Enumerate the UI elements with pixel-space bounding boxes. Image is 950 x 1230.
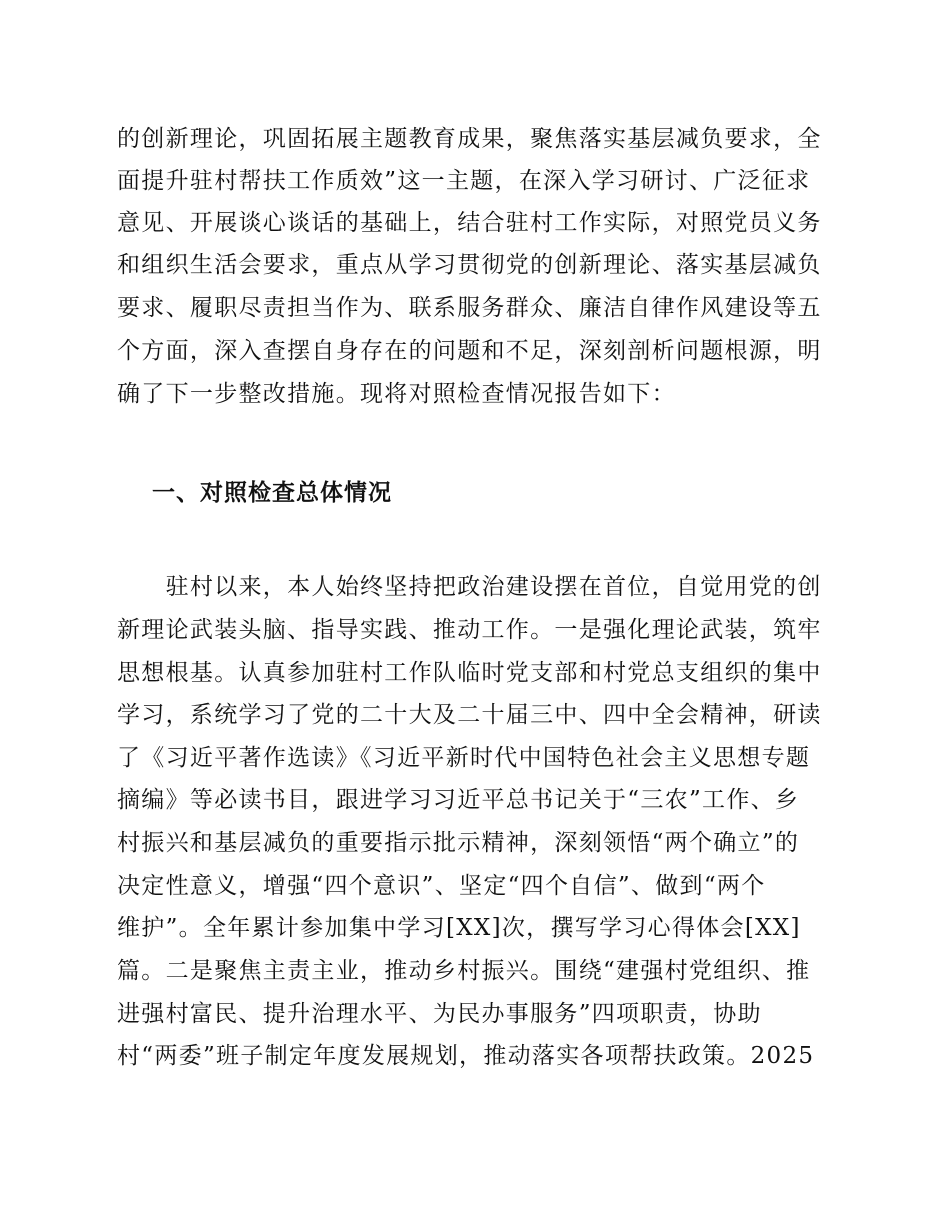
text-line: 意见、开展谈心谈话的基础上，结合驻村工作实际，对照党员义务 — [117, 210, 822, 236]
text-line: 新理论武装头脑、指导实践、推动工作。一是强化理论武装，筑牢 — [117, 617, 822, 643]
text-line: 的创新理论，巩固拓展主题教育成果，聚焦落实基层减负要求，全 — [117, 126, 822, 152]
text-line: 驻村以来，本人始终坚持把政治建设摆在首位，自觉用党的创 — [117, 574, 822, 600]
text-line: 决定性意义，增强“四个意识”、坚定“四个自信”、做到“两个 — [117, 873, 766, 899]
text-line: 村“两委”班子制定年度发展规划，推动落实各项帮扶政策。2025 — [117, 1043, 815, 1069]
text-line: 和组织生活会要求，重点从学习贯彻党的创新理论、落实基层减负 — [117, 252, 822, 278]
text-line: 学习，系统学习了党的二十大及二十届三中、四中全会精神，研读 — [117, 702, 822, 728]
section-heading: 一、对照检查总体情况 — [152, 480, 392, 506]
text-line: 维护”。全年累计参加集中学习[XX]次，撰写学习心得体会[XX] — [117, 915, 801, 941]
text-line: 篇。二是聚焦主责主业，推动乡村振兴。围绕“建强村党组织、推 — [117, 958, 811, 984]
text-line: 确了下一步整改措施。现将对照检查情况报告如下： — [117, 381, 676, 407]
text-line: 进强村富民、提升治理水平、为民办事服务”四项职责，协助 — [117, 1001, 762, 1027]
text-line: 思想根基。认真参加驻村工作队临时党支部和村党总支组织的集中 — [117, 660, 822, 686]
text-line: 了《习近平著作选读》《习近平新时代中国特色社会主义思想专题 — [117, 745, 811, 771]
text-line: 村振兴和基层减负的重要指示批示精神，深刻领悟“两个确立”的 — [117, 830, 800, 856]
text-line: 摘编》等必读书目，跟进学习习近平总书记关于“三农”工作、乡 — [117, 787, 800, 813]
text-line: 个方面，深入查摆自身存在的问题和不足，深刻剖析问题根源，明 — [117, 338, 822, 364]
text-line: 要求、履职尽责担当作为、联系服务群众、廉洁自律作风建设等五 — [117, 295, 822, 321]
text-line: 面提升驻村帮扶工作质效”这一主题，在深入学习研讨、广泛征求 — [117, 168, 811, 194]
